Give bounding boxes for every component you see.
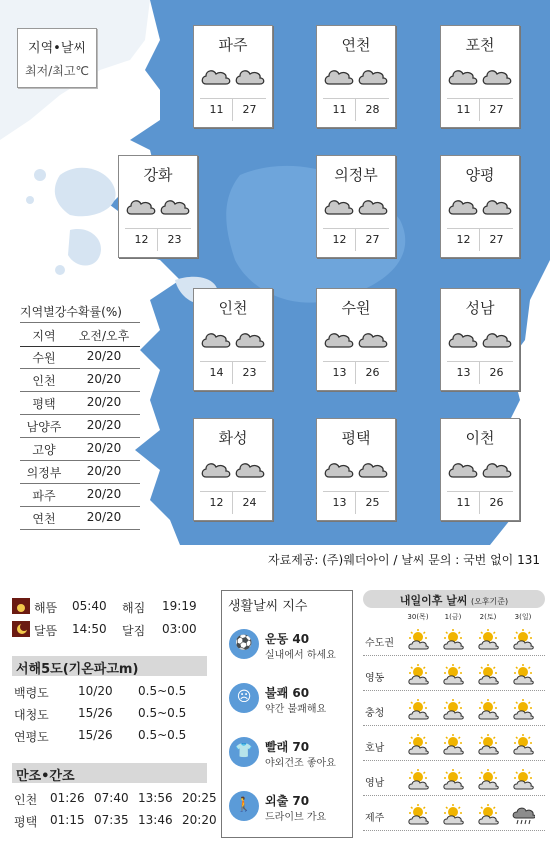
- partly-cloudy-icon: [511, 628, 535, 652]
- city-card-pocheon: [440, 25, 520, 128]
- temp-high: 26: [489, 366, 504, 379]
- cloudy-icon: [481, 327, 513, 351]
- forecast-region: 제주: [365, 813, 385, 824]
- forecast-region: 영남: [365, 778, 385, 789]
- sea-temp: 10/20: [78, 684, 113, 698]
- cloudy-icon: [200, 457, 232, 481]
- living-title: 생활날씨 지수: [228, 599, 308, 614]
- temp-low: 11: [209, 103, 224, 116]
- row-value: 20/20: [86, 395, 122, 409]
- sports-icon: ⚽: [229, 629, 259, 659]
- table-row: [20, 368, 140, 392]
- forecast-day: 1(금): [444, 613, 462, 621]
- cloudy-icon: [447, 194, 479, 218]
- tide-time: 01:26: [50, 791, 85, 805]
- city-card-yeoncheon: [316, 25, 396, 128]
- temp-high: 26: [365, 366, 380, 379]
- forecast-region: 수도권: [365, 638, 394, 649]
- row-value: 20/20: [86, 510, 122, 524]
- sea-wave: 0.5~0.5: [138, 706, 187, 720]
- sunrise-label: 해뜸: [34, 601, 58, 615]
- cloudy-icon: [481, 64, 513, 88]
- living-item-name: 불쾌 60: [265, 686, 310, 700]
- sea-temp: 15/26: [78, 728, 113, 742]
- row-value: 20/20: [86, 418, 122, 432]
- cloudy-icon: [357, 64, 389, 88]
- tide-place: 평택: [14, 815, 38, 829]
- temp-low: 13: [332, 496, 347, 509]
- city-name: 연천: [341, 36, 371, 54]
- city-name: 평택: [341, 429, 371, 447]
- partly-cloudy-icon: [441, 803, 465, 827]
- partly-cloudy-icon: [406, 733, 430, 757]
- partly-cloudy-icon: [476, 698, 500, 722]
- tide-time: 20:25: [182, 791, 217, 805]
- city-name: 인천: [218, 299, 248, 317]
- moonset-time: 03:00: [162, 622, 197, 636]
- city-name: 강화: [143, 166, 173, 184]
- city-card-icheon: [440, 418, 520, 521]
- temp-high: 27: [365, 233, 380, 246]
- moonrise-time: 14:50: [72, 622, 107, 636]
- forecast-header: [363, 590, 545, 608]
- table-row: [20, 414, 140, 438]
- sun-row: [12, 597, 212, 617]
- forecast-day: 30(목): [407, 613, 429, 621]
- temp-low: 13: [456, 366, 471, 379]
- temp-high: 27: [242, 103, 257, 116]
- city-name: 양평: [465, 166, 495, 184]
- partly-cloudy-icon: [476, 663, 500, 687]
- sea-wave: 0.5~0.5: [138, 728, 187, 742]
- forecast-region: 호남: [365, 743, 385, 754]
- sunset-time: 19:19: [162, 599, 197, 613]
- row-region: 남양주: [26, 420, 62, 434]
- cloudy-icon: [357, 457, 389, 481]
- partly-cloudy-icon: [476, 628, 500, 652]
- cloudy-icon: [357, 327, 389, 351]
- living-item: [222, 679, 352, 734]
- partly-cloudy-icon: [476, 803, 500, 827]
- city-card-pyeongtaek: [316, 418, 396, 521]
- tide-time: 07:40: [94, 791, 129, 805]
- moon-row: [12, 620, 212, 640]
- living-item-name: 빨래 70: [265, 740, 310, 754]
- sea-section-title: [12, 656, 207, 676]
- table-header: [20, 322, 140, 347]
- temp-low: 12: [332, 233, 347, 246]
- laundry-icon: 👕: [229, 737, 259, 767]
- living-item: [222, 733, 352, 788]
- sea-wave: 0.5~0.5: [138, 684, 187, 698]
- partly-cloudy-icon: [441, 698, 465, 722]
- legend-subtitle: 최저/최고℃: [25, 64, 89, 78]
- sea-place: 연평도: [14, 730, 49, 744]
- cloudy-icon: [323, 194, 355, 218]
- living-item: [222, 625, 352, 680]
- forecast-row: [363, 659, 545, 691]
- partly-cloudy-icon: [476, 733, 500, 757]
- tide-row: [12, 811, 217, 831]
- data-source: 자료제공: (주)웨더아이 / 날씨 문의 : 국번 없이 131: [268, 553, 540, 567]
- cloudy-icon: [125, 194, 157, 218]
- forecast-day: 3(일): [514, 613, 532, 621]
- header-region: 지역: [32, 329, 56, 343]
- row-value: 20/20: [86, 349, 122, 363]
- cloudy-icon: [200, 64, 232, 88]
- city-card-uijeongbu: [316, 155, 396, 258]
- cloudy-icon: [447, 64, 479, 88]
- row-region: 파주: [32, 489, 56, 503]
- moonrise-icon: [12, 621, 30, 637]
- city-card-ganghwa: [118, 155, 198, 258]
- cloudy-icon: [323, 64, 355, 88]
- table-row: [20, 506, 140, 530]
- forecast-row: [363, 764, 545, 796]
- tide-row: [12, 789, 217, 809]
- forecast-row: [363, 729, 545, 761]
- row-region: 연천: [32, 512, 56, 526]
- temp-high: 26: [489, 496, 504, 509]
- partly-cloudy-icon: [511, 663, 535, 687]
- city-card-paju: [193, 25, 273, 128]
- partly-cloudy-icon: [511, 733, 535, 757]
- living-item-desc: 약간 불쾌해요: [265, 704, 327, 715]
- cloudy-icon: [234, 457, 266, 481]
- cloudy-icon: [481, 457, 513, 481]
- partly-cloudy-icon: [511, 768, 535, 792]
- legend-title: 지역•날씨: [28, 41, 86, 56]
- living-item-desc: 드라이브 가요: [265, 812, 327, 823]
- partly-cloudy-icon: [406, 663, 430, 687]
- sea-place: 대청도: [14, 708, 49, 722]
- row-region: 인천: [32, 374, 56, 388]
- city-name: 의정부: [334, 166, 378, 184]
- living-item-desc: 야외건조 좋아요: [265, 758, 336, 769]
- sea-row: [12, 726, 207, 746]
- temp-low: 13: [332, 366, 347, 379]
- temp-low: 12: [209, 496, 224, 509]
- cloudy-icon: [447, 327, 479, 351]
- temp-high: 27: [489, 103, 504, 116]
- row-region: 고양: [32, 443, 56, 457]
- living-item-name: 외출 70: [265, 794, 310, 808]
- cloudy-icon: [323, 327, 355, 351]
- tide-time: 01:15: [50, 813, 85, 827]
- table-row: [20, 345, 140, 369]
- city-card-seongnam: [440, 288, 520, 391]
- temp-high: 25: [365, 496, 380, 509]
- map-legend: [17, 28, 97, 88]
- sea-title: 서해5도(기온파고m): [16, 662, 139, 677]
- discomfort-icon: ☹: [229, 683, 259, 713]
- city-card-suwon: [316, 288, 396, 391]
- row-value: 20/20: [86, 441, 122, 455]
- forecast-title: 내일이후 날씨: [399, 594, 468, 607]
- forecast-region: 충청: [365, 708, 385, 719]
- cloudy-icon: [447, 457, 479, 481]
- moonset-label: 달짐: [122, 624, 146, 638]
- cloudy-icon: [159, 194, 191, 218]
- partly-cloudy-icon: [406, 768, 430, 792]
- sunrise-icon: [12, 598, 30, 614]
- rain-probability-title: 지역별강수확률(%): [20, 305, 122, 319]
- table-row: [20, 460, 140, 484]
- tide-time: 13:56: [138, 791, 173, 805]
- living-item-name: 운동 40: [265, 632, 310, 646]
- row-value: 20/20: [86, 487, 122, 501]
- partly-cloudy-icon: [441, 663, 465, 687]
- moonrise-label: 달뜸: [34, 624, 58, 638]
- sea-row: [12, 704, 207, 724]
- outing-icon: 🚶: [229, 791, 259, 821]
- cloudy-icon: [323, 457, 355, 481]
- tide-section-title: [12, 763, 207, 783]
- forecast-day: 2(토): [479, 613, 497, 621]
- partly-cloudy-icon: [441, 768, 465, 792]
- partly-cloudy-icon: [441, 733, 465, 757]
- city-name: 파주: [218, 36, 248, 54]
- forecast-region: 영동: [365, 673, 385, 684]
- sunset-label: 해짐: [122, 601, 146, 615]
- city-name: 화성: [218, 429, 248, 447]
- row-region: 수원: [32, 351, 56, 365]
- tide-place: 인천: [14, 793, 38, 807]
- sunrise-time: 05:40: [72, 599, 107, 613]
- partly-cloudy-icon: [476, 768, 500, 792]
- living-weather-index: [221, 590, 353, 838]
- partly-cloudy-icon: [406, 803, 430, 827]
- city-card-hwaseong: [193, 418, 273, 521]
- temp-high: 24: [242, 496, 257, 509]
- forecast-row: [363, 624, 545, 656]
- city-name: 수원: [341, 299, 371, 317]
- rain-icon: [511, 803, 535, 827]
- city-card-yangpyeong: [440, 155, 520, 258]
- partly-cloudy-icon: [511, 698, 535, 722]
- temp-low: 14: [209, 366, 224, 379]
- cloudy-icon: [234, 327, 266, 351]
- row-value: 20/20: [86, 372, 122, 386]
- temp-low: 11: [456, 103, 471, 116]
- temp-low: 12: [456, 233, 471, 246]
- cloudy-icon: [357, 194, 389, 218]
- cloudy-icon: [234, 64, 266, 88]
- sea-temp: 15/26: [78, 706, 113, 720]
- cloudy-icon: [481, 194, 513, 218]
- tide-time: 13:46: [138, 813, 173, 827]
- city-card-incheon: [193, 288, 273, 391]
- header-value: 오전/오후: [78, 329, 130, 343]
- temp-high: 23: [167, 233, 182, 246]
- sea-row: [12, 682, 207, 702]
- row-region: 의정부: [26, 466, 62, 480]
- temp-low: 11: [332, 103, 347, 116]
- city-name: 성남: [465, 299, 495, 317]
- partly-cloudy-icon: [406, 698, 430, 722]
- table-row: [20, 437, 140, 461]
- partly-cloudy-icon: [406, 628, 430, 652]
- forecast-subtitle: (오후기준): [470, 597, 509, 606]
- temp-high: 28: [365, 103, 380, 116]
- sea-place: 백령도: [14, 686, 49, 700]
- forecast-row: [363, 694, 545, 726]
- temp-low: 11: [456, 496, 471, 509]
- living-item: [222, 787, 352, 842]
- cloudy-icon: [200, 327, 232, 351]
- row-region: 평택: [32, 397, 56, 411]
- tide-time: 20:20: [182, 813, 217, 827]
- tide-time: 07:35: [94, 813, 129, 827]
- city-name: 포천: [465, 36, 495, 54]
- temp-high: 27: [489, 233, 504, 246]
- forecast-row: [363, 799, 545, 831]
- row-value: 20/20: [86, 464, 122, 478]
- partly-cloudy-icon: [441, 628, 465, 652]
- temp-low: 12: [134, 233, 149, 246]
- table-row: [20, 483, 140, 507]
- temp-high: 23: [242, 366, 257, 379]
- living-item-desc: 실내에서 하세요: [265, 650, 336, 661]
- forecast-panel: [363, 590, 545, 836]
- tide-title: 만조•간조: [16, 769, 75, 784]
- table-row: [20, 391, 140, 415]
- city-name: 이천: [465, 429, 495, 447]
